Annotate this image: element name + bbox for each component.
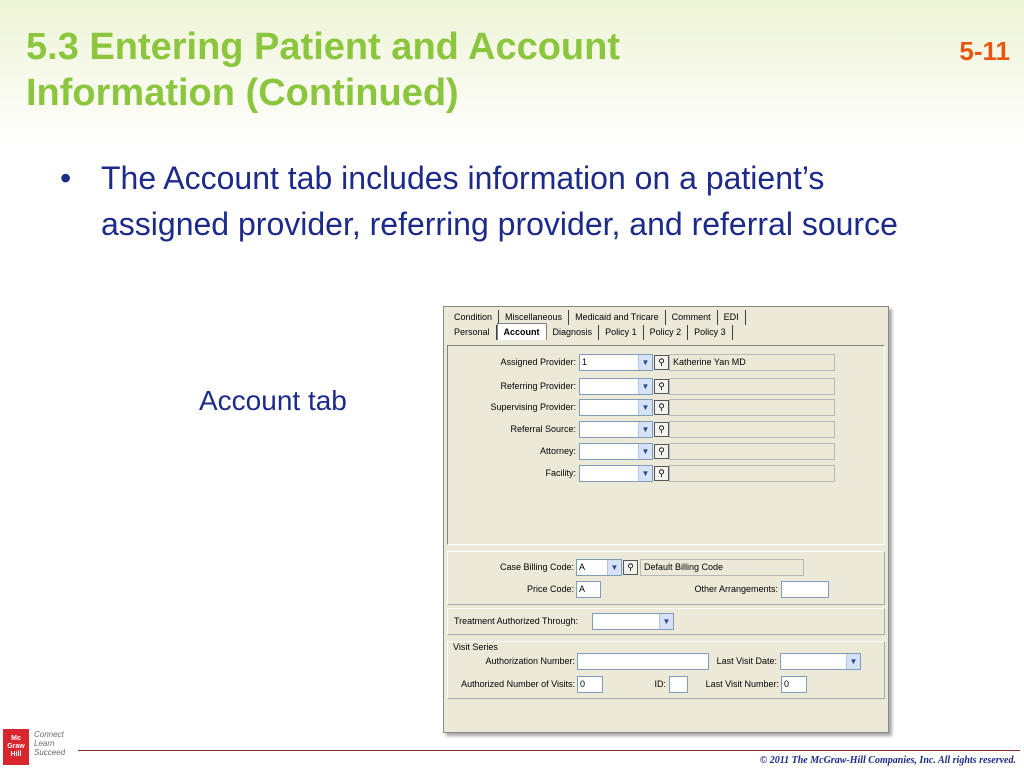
id-input[interactable] <box>669 676 688 693</box>
facility-select[interactable] <box>579 465 653 482</box>
referral-source-label: Referral Source: <box>510 424 576 434</box>
last-visit-date-select[interactable] <box>780 653 861 670</box>
chevron-down-icon[interactable]: ▼ <box>638 400 652 415</box>
copyright-text: © 2011 The McGraw-Hill Companies, Inc. All rights reserved. <box>759 755 1016 766</box>
facility-name <box>669 465 835 482</box>
chevron-down-icon[interactable]: ▼ <box>638 466 652 481</box>
price-code-label: Price Code: <box>526 584 574 594</box>
treatment-authorized-select[interactable] <box>592 613 674 630</box>
tab-policy-1[interactable]: Policy 1 <box>599 325 644 340</box>
assigned-provider-value: 1 <box>582 357 588 367</box>
logo-tagline: Connect Learn Succeed <box>34 730 66 757</box>
chevron-down-icon[interactable]: ▼ <box>638 355 652 370</box>
slide-number: 5-11 <box>959 36 1010 66</box>
mcgraw-hill-logo: Mc Graw Hill <box>3 729 29 765</box>
authorized-visits-label: Authorized Number of Visits: <box>461 679 575 689</box>
slide-title: 5.3 Entering Patient and Account Information (Continued) <box>26 26 621 114</box>
lookup-icon[interactable]: ⚲ <box>654 466 669 481</box>
id-label: ID: <box>654 679 666 689</box>
footer-divider <box>78 750 1020 751</box>
assigned-provider-name: Katherine Yan MD <box>669 354 835 371</box>
provider-panel <box>447 345 885 545</box>
visit-series-label: Visit Series <box>453 642 498 652</box>
lookup-icon[interactable]: ⚲ <box>654 400 669 415</box>
attorney-name <box>669 443 835 460</box>
tab-diagnosis[interactable]: Diagnosis <box>547 325 600 340</box>
referral-source-select[interactable] <box>579 421 653 438</box>
chevron-down-icon[interactable]: ▼ <box>638 422 652 437</box>
authorization-number-label: Authorization Number: <box>485 656 575 666</box>
lookup-icon[interactable]: ⚲ <box>654 379 669 394</box>
referring-provider-label: Referring Provider: <box>500 381 576 391</box>
bullet-icon: • <box>60 160 72 196</box>
supervising-provider-name <box>669 399 835 416</box>
assigned-provider-select[interactable] <box>579 354 653 371</box>
chevron-down-icon[interactable]: ▼ <box>638 444 652 459</box>
other-arrangements-input[interactable] <box>781 581 829 598</box>
billing-panel <box>447 551 885 605</box>
lookup-icon[interactable]: ⚲ <box>623 560 638 575</box>
referring-provider-select[interactable] <box>579 378 653 395</box>
tab-account[interactable]: Account <box>497 323 547 340</box>
chevron-down-icon[interactable]: ▼ <box>846 654 860 669</box>
facility-label: Facility: <box>545 468 576 478</box>
referring-provider-name <box>669 378 835 395</box>
case-billing-code-label: Case Billing Code: <box>499 562 574 572</box>
tab-miscellaneous[interactable]: Miscellaneous <box>499 310 569 325</box>
treatment-authorized-label: Treatment Authorized Through: <box>454 616 579 626</box>
tab-edi[interactable]: EDI <box>718 310 746 325</box>
case-billing-code-select[interactable] <box>576 559 622 576</box>
attorney-select[interactable] <box>579 443 653 460</box>
chevron-down-icon[interactable]: ▼ <box>607 560 621 575</box>
last-visit-number-input[interactable]: 0 <box>781 676 807 693</box>
assigned-provider-label: Assigned Provider: <box>500 357 576 367</box>
supervising-provider-select[interactable] <box>579 399 653 416</box>
image-caption: Account tab <box>199 385 347 416</box>
visit-series-panel <box>447 641 885 699</box>
authorized-visits-input[interactable]: 0 <box>577 676 603 693</box>
price-code-input[interactable]: A <box>576 581 601 598</box>
lookup-icon[interactable]: ⚲ <box>654 355 669 370</box>
attorney-label: Attorney: <box>539 446 576 456</box>
tab-row-2 <box>448 325 733 341</box>
tab-policy-2[interactable]: Policy 2 <box>644 325 689 340</box>
tab-comment[interactable]: Comment <box>666 310 718 325</box>
tab-policy-3[interactable]: Policy 3 <box>688 325 733 340</box>
referral-source-name <box>669 421 835 438</box>
last-visit-date-label: Last Visit Date: <box>716 656 777 666</box>
tab-medicaid-tricare[interactable]: Medicaid and Tricare <box>569 310 666 325</box>
bullet-text: The Account tab includes information on a patient’s assigned provider, referring provider, and referral source <box>101 160 898 242</box>
other-arrangements-label: Other Arrangements: <box>694 584 778 594</box>
bullet-point <box>60 155 940 247</box>
last-visit-number-label: Last Visit Number: <box>705 679 779 689</box>
lookup-icon[interactable]: ⚲ <box>654 422 669 437</box>
tab-row-1 <box>448 310 746 326</box>
tab-condition[interactable]: Condition <box>448 310 499 325</box>
chevron-down-icon[interactable]: ▼ <box>659 614 673 629</box>
authorization-panel <box>447 608 885 635</box>
lookup-icon[interactable]: ⚲ <box>654 444 669 459</box>
chevron-down-icon[interactable]: ▼ <box>638 379 652 394</box>
case-dialog-window <box>443 306 889 733</box>
supervising-provider-label: Supervising Provider: <box>490 402 576 412</box>
tab-personal[interactable]: Personal <box>448 325 497 340</box>
case-billing-code-value: A <box>579 562 586 572</box>
case-billing-code-name: Default Billing Code <box>640 559 804 576</box>
